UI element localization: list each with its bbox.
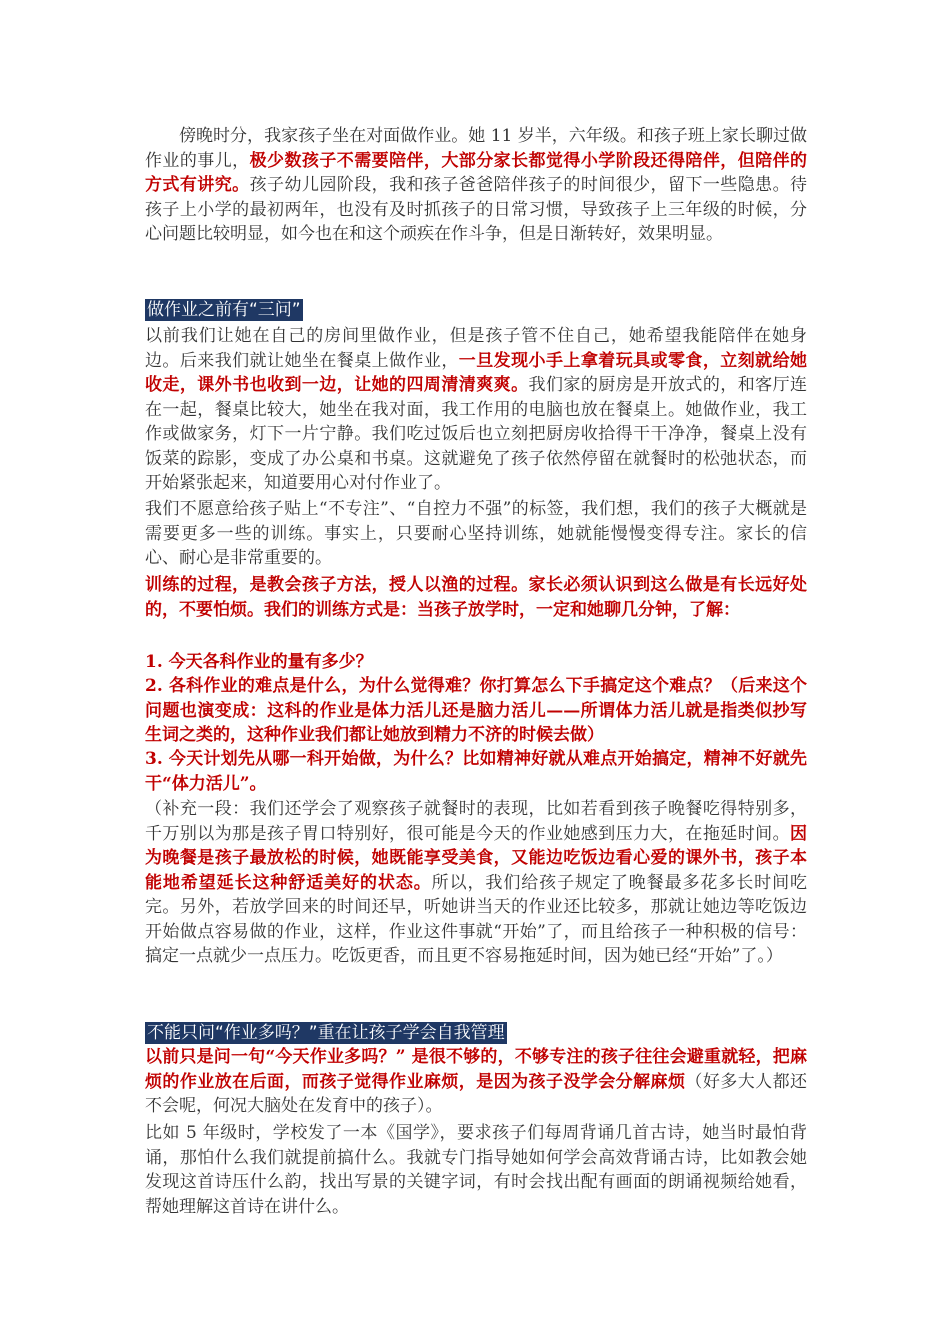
- section2-p1-emphasis: 以前只是问一句“今天作业多吗？” 是很不够的，不够专注的孩子往往会避重就轻，把麻烦的作业放在后面，而孩子觉得作业麻烦，是因为孩子没学会分解麻烦: [145, 1047, 807, 1092]
- section2-paragraph-1: [145, 1045, 807, 1119]
- section1-heading: 做作业之前有“三问”: [147, 300, 301, 320]
- intro-text-a: 傍晚时分，我家孩子坐在对面做作业。她 11 岁半，六年级。和孩子班上家长聊过做作业的事儿，: [145, 126, 807, 171]
- section1-p4-text-b: 所以，我们给孩子规定了晚餐最多花多长时间吃完。另外，若放学回来的时间还早，听她讲当天的作业还比较多，那就让她边等吃饭边开始做点容易做的作业，这样，作业这件事就“开始”了，而且给孩子一种积极的信号：搞定一点就少一点压力。吃饭更香，而且更不容易拖延时间，因为她已经“开始”了。）: [145, 872, 808, 966]
- section2-p1-text: （好多大人都还不会呢，何况大脑处在发育中的孩子）。: [145, 1071, 808, 1116]
- section1-p1-emphasis: 一旦发现小手上拿着玩具或零食，立刻就给她收走，课外书也收到一边，让她的四周清清爽爽。: [145, 350, 808, 395]
- question-item-1: 1. 今天各科作业的量有多少？: [145, 652, 373, 672]
- section2-paragraph-2: 比如 5 年级时，学校发了一本《国学》，要求孩子们每周背诵几首古诗，她当时最怕背诵，那怕什么我们就提前搞什么。我就专门指导她如何学会高效背诵古诗，比如教会她发现这首诗压什么韵，找出写景的关键字词，有时会找出配有画面的朗诵视频给她看，帮她理解这首诗在讲什么。: [145, 1123, 807, 1217]
- section1-p1-text-a: 以前我们让她在自己的房间里做作业，但是孩子管不住自己，她希望我能陪伴在她身边。后来我们就让她坐在餐桌上做作业，: [145, 326, 807, 371]
- section1-p4-emphasis: 因为晚餐是孩子最放松的时候，她既能享受美食，又能边吃饭边看心爱的课外书，孩子本能地希望延长这种舒适美好的状态。: [145, 823, 807, 893]
- intro-emphasis: 极少数孩子不需要陪伴，大部分家长都觉得小学阶段还得陪伴，但陪伴的方式有讲究。: [145, 150, 808, 195]
- section1-paragraph-2: 我们不愿意给孩子贴上“不专注”、“自控力不强”的标签，我们想，我们的孩子大概就是需要更多一些的训练。事实上，只要耐心坚持训练，她就能慢慢变得专注。家长的信心、耐心是非常重要的。: [145, 499, 807, 568]
- question-item-2: 2. 各科作业的难点是什么，为什么觉得难？你打算怎么下手搞定这个难点？（后来这个问题也演变成：这科的作业是体力活儿还是脑力活儿——所谓体力活儿就是指类似抄写生词之类的，这种作业我们都让她放到精力不济的时候去做）: [145, 676, 807, 745]
- section2-heading: 不能只问“作业多吗？”重在让孩子学会自我管理: [147, 1023, 505, 1043]
- section1-p1-text-b: 我们家的厨房是开放式的，和客厅连在一起，餐桌比较大，她坐在我对面，我工作用的电脑也放在餐桌上。她做作业，我工作或做家务，灯下一片宁静。我们吃过饭后也立刻把厨房收拾得干干净净，餐桌上没有饭菜的踪影，变成了办公桌和书桌。这就避免了孩子依然停留在就餐时的松弛状态，而开始紧张起来，知道要用心对付作业了。: [145, 375, 808, 493]
- section1-paragraph-1: [145, 324, 807, 496]
- section1-paragraph-3: 训练的过程，是教会孩子方法，授人以渔的过程。家长必须认识到这么做是有长远好处的，不要怕烦。我们的训练方式是：当孩子放学时，一定和她聊几分钟，了解：: [145, 575, 807, 620]
- intro-paragraph: [145, 124, 807, 247]
- intro-text-b: 孩子幼儿园阶段，我和孩子爸爸陪伴孩子的时间很少，留下一些隐患。待孩子上小学的最初两年，也没有及时抓孩子的日常习惯，导致孩子上三年级的时候，分心问题比较明显，如今也在和这个顽疾在作斗争，但是日渐转好，效果明显。: [145, 175, 808, 244]
- section1-p4-text-a: （补充一段：我们还学会了观察孩子就餐时的表现，比如若看到孩子晚餐吃得特别多，千万别以为那是孩子胃口特别好，很可能是今天的作业她感到压力大，在拖延时间。: [145, 799, 807, 844]
- question-item-3: 3. 今天计划先从哪一科开始做，为什么？比如精神好就从难点开始搞定，精神不好就先干“体力活儿”。: [145, 749, 807, 794]
- section1-paragraph-4: [145, 797, 807, 969]
